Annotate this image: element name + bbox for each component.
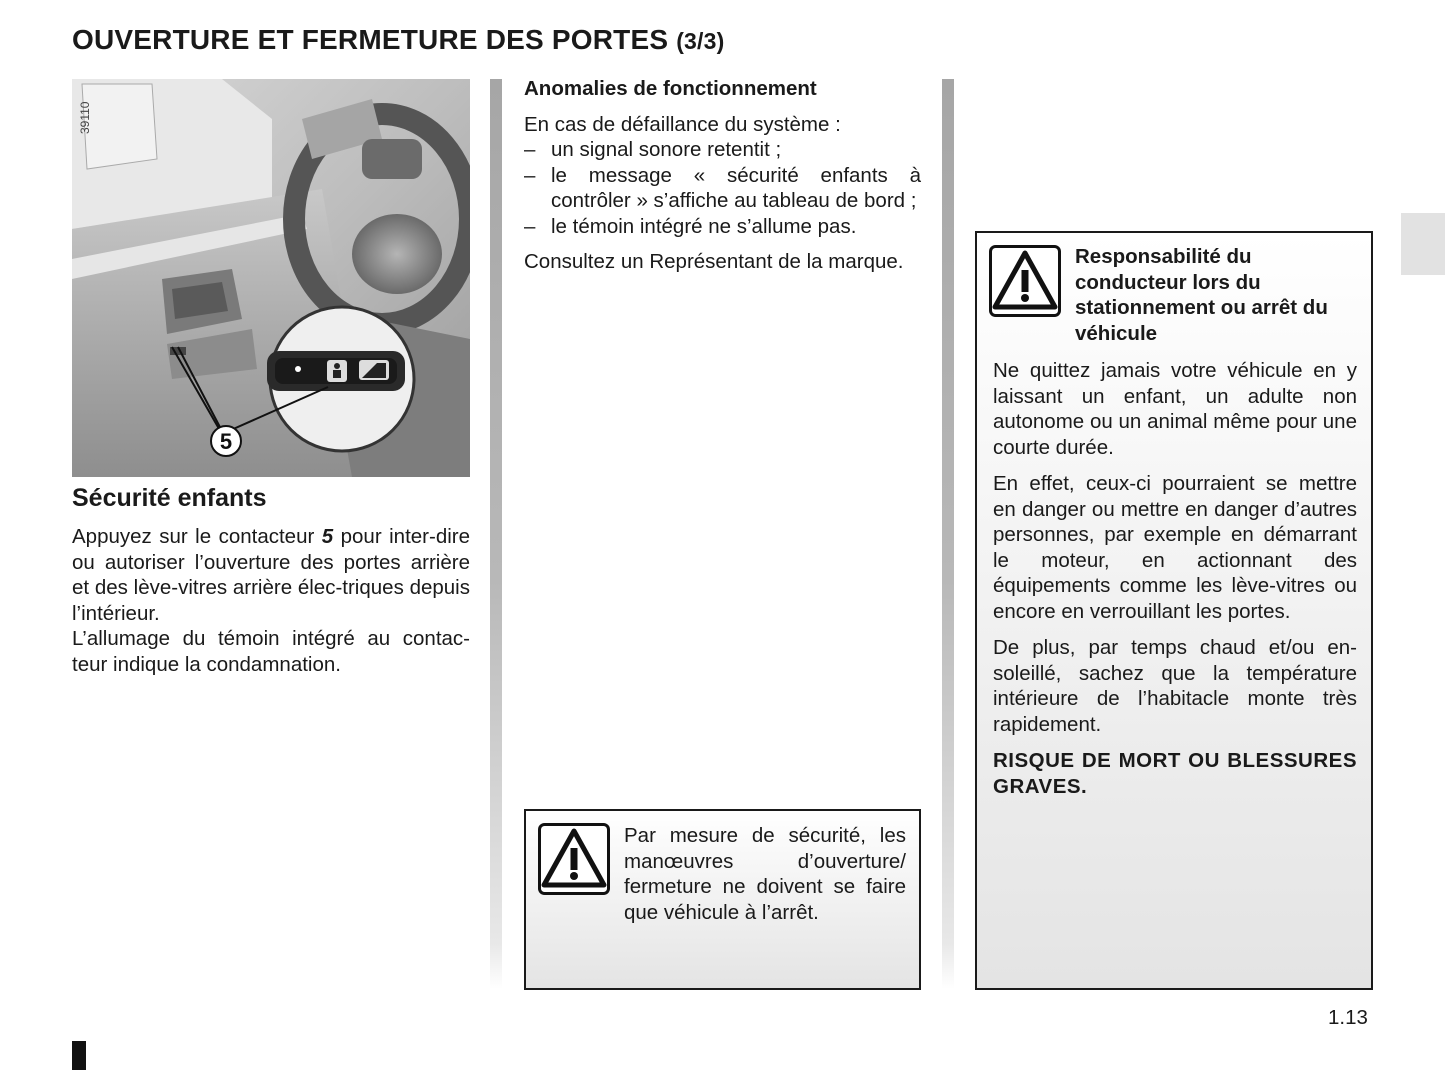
warning-box-parking xyxy=(975,231,1373,990)
page-number: 1.13 xyxy=(1328,1006,1368,1029)
child-safety-text xyxy=(72,524,470,677)
column-divider-right xyxy=(942,79,954,989)
para1-after: pour inter-dire ou autoriser l’ouverture des portes arrière et des lève-vitres arrière élec-triques depuis l’intérieur. xyxy=(72,525,471,625)
para1-switch-number: 5 xyxy=(321,525,334,548)
list-item-text: le témoin intégré ne s’allume pas. xyxy=(551,214,857,238)
callout-5-number: 5 xyxy=(219,429,233,454)
warning-stop-text: Par mesure de sécurité, les manœuvres d’ouverture/ fermeture ne doivent se faire que véhicule à l’arrêt. xyxy=(624,824,906,924)
warning-triangle-icon xyxy=(989,245,1061,317)
column-divider-left xyxy=(490,79,502,989)
malfunction-section xyxy=(524,76,921,275)
figure-reference: 39110 xyxy=(78,101,92,134)
page-title-text: OUVERTURE ET FERMETURE DES PORTES xyxy=(72,24,669,55)
list-dash: – xyxy=(524,138,536,161)
list-item xyxy=(524,163,921,214)
page-title xyxy=(72,24,725,56)
warning-parking-para3: De plus, par temps chaud et/ou en-soleillé, sachez que la température intérieure de l’habitacle monte très rapidement. xyxy=(993,636,1357,736)
warning-parking-heading: Responsabilité du conducteur lors du stationnement ou arrêt du véhicule xyxy=(1075,245,1328,345)
page-part-indicator: (3/3) xyxy=(676,28,725,54)
malfunction-consult: Consultez un Représentant de la marque. xyxy=(524,250,904,273)
warning-parking-body xyxy=(993,358,1357,810)
warning-parking-para2: En effet, ceux-ci pourraient se mettre en danger ou mettre en danger d’autres personnes, par exemple en démarrant le moteur, en actionnant des équipements comme les lève-vitres ou encore en verrouillant les portes. xyxy=(993,472,1357,623)
warning-parking-risk: RISQUE DE MORT OU BLESSURES GRAVES. xyxy=(993,749,1357,798)
child-safety-title: Sécurité enfants xyxy=(72,484,267,512)
list-dash: – xyxy=(524,214,536,238)
list-dash: – xyxy=(524,163,536,187)
list-item-text: un signal sonore retentit ; xyxy=(551,138,782,161)
door-interior-photo xyxy=(72,79,470,477)
malfunction-title: Anomalies de fonctionnement xyxy=(524,77,817,100)
malfunction-intro: En cas de défaillance du système : xyxy=(524,112,841,136)
para1-before: Appuyez sur le contacteur xyxy=(72,525,322,548)
chapter-tab-marker xyxy=(1401,213,1445,275)
warning-box-stop xyxy=(524,809,921,990)
warning-triangle-icon xyxy=(538,823,610,895)
list-item xyxy=(524,214,921,240)
malfunction-list xyxy=(524,137,921,239)
warning-parking-para1: Ne quittez jamais votre véhicule en y laissant un enfant, un adulte non autonome ou un animal même pour une courte durée. xyxy=(993,359,1357,459)
list-item-text: le message « sécurité enfants à contrôler » s’affiche au tableau de bord ; xyxy=(551,163,921,212)
print-corner-mark xyxy=(72,1041,86,1070)
child-safety-para1 xyxy=(72,524,470,626)
child-safety-para2: L’allumage du témoin intégré au contac-teur indique la condamnation. xyxy=(72,627,470,676)
list-item xyxy=(524,137,921,163)
